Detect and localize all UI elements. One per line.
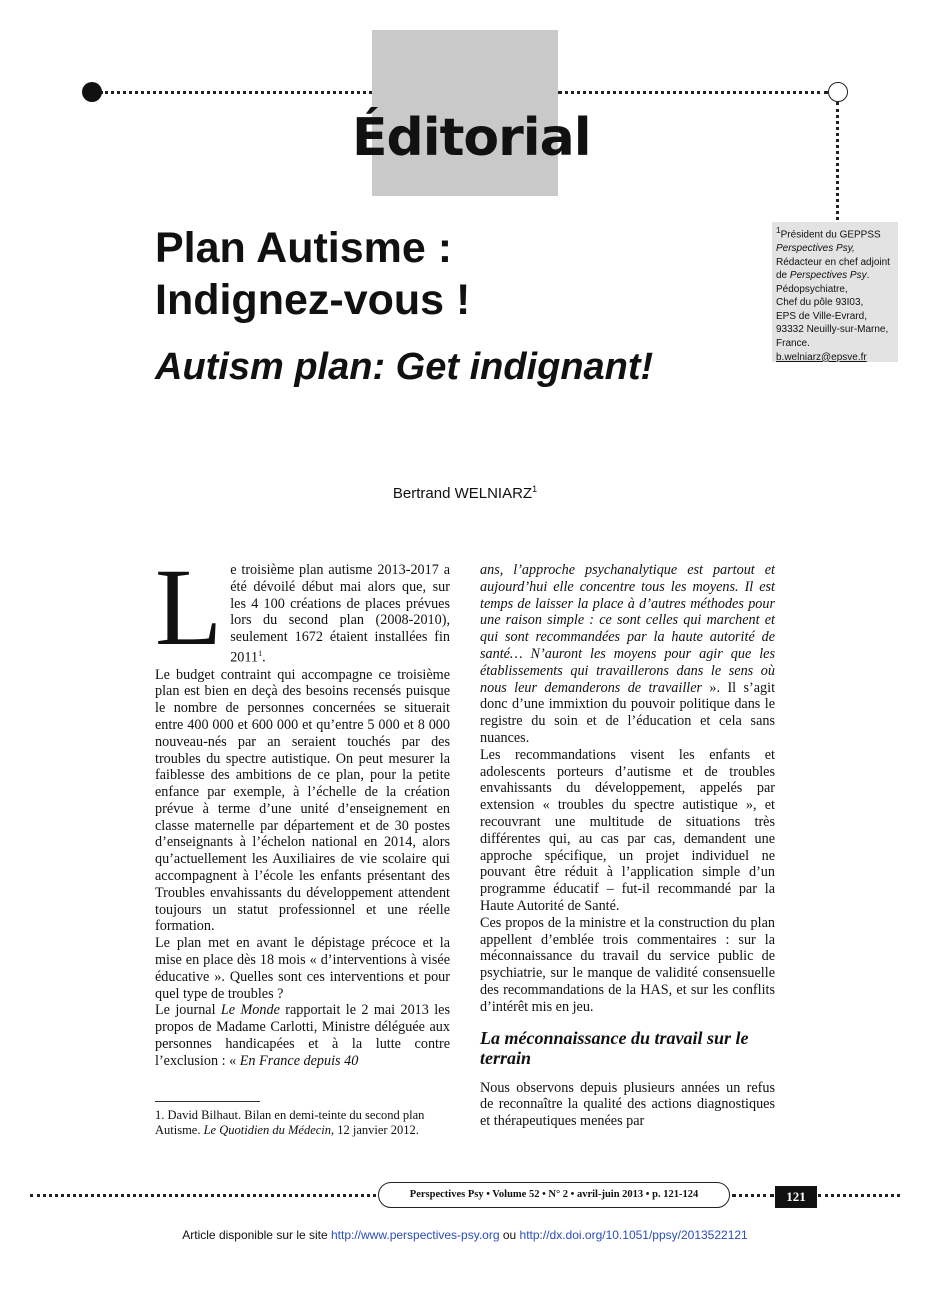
article-title-english: Autism plan: Get indignant!: [155, 346, 654, 388]
title-line-2: Indignez-vous !: [155, 276, 471, 324]
paragraph: [155, 1002, 450, 1069]
footnote-marker: 1: [258, 648, 263, 658]
journal-citation: Perspectives Psy • Volume 52 • N° 2 • avril-juin 2013 • p. 121-124: [378, 1182, 730, 1208]
section-subheading: La méconnaissance du travail sur le terrain: [480, 1027, 749, 1068]
title-line-1: Plan Autisme :: [155, 224, 453, 272]
paragraph: Nous observons depuis plusieurs années un refus de reconnaître la qualité des actions diagnostiques et thérapeutiques menées par: [480, 1079, 775, 1130]
paragraph: Les recommandations visent les enfants et adolescents porteurs d’autisme et de troubles envahissants du développement, appelés par extension « troubles du spectre autistique », et recouvrant une multitude de situations très différentes qui, au cas par cas, demandent une approche spécifique, un projet individuel ne pouvant être réduit à l’application simple d’un programme éducatif – fut-il recommandé par la Haute Autorité de Santé.: [480, 746, 775, 914]
journal-name: Le Monde: [220, 1002, 280, 1019]
quote-text: ans, l’approche psychanalytique est partout et aujourd’hui elle concentre tous les moyens. Il est temps de laisser la place à d’autres méthodes pour une raison simple : ce sont celles qui marchent et qui sont recommandées par la haute autorité de santé… N’auront les moyens pour agir que les établissements qui travaillerons dans le sens où nous leur demanderons de travailler: [480, 562, 775, 696]
journal-name: Perspectives Psy: [789, 270, 867, 282]
author-name: Bertrand WELNIARZ: [392, 485, 533, 502]
footer-dotted-rule-mid: [732, 1194, 774, 1197]
footer-dotted-rule-right: [818, 1194, 900, 1197]
top-dotted-rule-right: [558, 91, 828, 94]
footnote-rule: [155, 1101, 260, 1102]
paragraph-text: e troisième plan autisme 2013-2017 a été dévoilé début mai alors que, sur les 4 100 créations de places prévues lors du second plan (2008-2010), seulement 1672 étaient installées fin 2011: [230, 562, 450, 666]
drop-cap: L: [155, 546, 223, 668]
paragraph: [480, 562, 775, 747]
body-column-left: [155, 546, 450, 1070]
affiliation-marker: 1: [776, 225, 781, 235]
filled-circle-icon: [82, 82, 102, 102]
section-title: Éditorial: [352, 108, 591, 168]
body-column-right: [480, 562, 775, 1130]
author-affiliation-note: [772, 222, 898, 362]
paragraph: Ces propos de la ministre et la construction du plan appellent d’emblée trois commentaires : sur la méconnaissance du travail du service public de psychiatrie, sur le manque de validité consensuelle des recommandations de la HAS, et sur les conflits d’intérêt mis en jeu.: [480, 914, 775, 1015]
availability-text: ou: [499, 1228, 520, 1242]
journal-site-link[interactable]: http://www.perspectives-psy.org: [331, 1228, 500, 1242]
top-dotted-rule-left: [100, 91, 372, 94]
footnote-text: , 12 janvier 2012.: [331, 1123, 419, 1137]
affiliation-line: Rédacteur en chef adjoint: [776, 256, 890, 268]
vertical-dotted-rule: [836, 102, 839, 220]
open-circle-icon: [828, 82, 848, 102]
affiliation-line: Perspectives Psy,: [776, 242, 855, 254]
availability-text: Article disponible sur le site: [182, 1228, 331, 1242]
affiliation-line: de: [776, 270, 790, 282]
author-byline: [0, 484, 930, 502]
paragraph: [155, 546, 450, 668]
paragraph-text: Le journal: [155, 1002, 221, 1019]
article-title-french: [155, 222, 470, 326]
paragraph: Le budget contraint qui accompagne ce troisième plan est bien en deçà des besoins recensés puisque le nombre de personnes concernées se situerait entre 400 000 et 600 000 et qu’entre 5 000 et 8 000 nouveau-nés par an seraient touchés par des troubles du spectre autistique. On peut mesurer la faiblesse des ambitions de ce plan, pour la petite enfance par exemple, à l’échelle de la création prévue à terme d’une unité d’enseignement en classe maternelle par département et de 30 postes d’enseignants à l’échelon national en 2014, alors qu’actuellement les Auxiliaires de vie scolaire qui accompagnent à l’école les enfants présentant des Troubles envahissants du développement attendent toujours un statut professionnel et une réelle formation.: [155, 666, 450, 935]
author-footnote-marker: 1: [532, 484, 538, 494]
affiliation-line: Chef du pôle 93I03,: [776, 297, 864, 309]
paragraph-text: .: [262, 649, 266, 666]
affiliation-line: France.: [776, 338, 810, 350]
author-email-link[interactable]: b.welniarz@epsve.fr: [776, 351, 867, 363]
paragraph-text: ». Il s’agit donc d’une immixtion du pouvoir politique dans le registre du soin et de l’éducation et cela sans nuances.: [480, 679, 776, 746]
footer-dotted-rule-left: [30, 1194, 376, 1197]
affiliation-line: .: [866, 270, 870, 282]
quote-text: En France depuis 40: [239, 1052, 359, 1069]
paragraph: Le plan met en avant le dépistage précoce et la mise en place dès 18 mois « d’interventions à visée éducative ». Quelles sont ces interventions et pour quel type de troubles ?: [155, 935, 450, 1002]
doi-link[interactable]: http://dx.doi.org/10.1051/ppsy/2013522121: [519, 1228, 748, 1242]
affiliation-line: 93332 Neuilly-sur-Marne,: [776, 324, 889, 336]
footnote-text: 1. David Bilhaut. Bilan en demi-teinte du second plan Autisme.: [155, 1108, 425, 1137]
page-number: 121: [775, 1186, 817, 1208]
footnote: [155, 1108, 450, 1138]
paragraph-text: rapportait le 2 mai 2013 les propos de Madame Carlotti, Ministre déléguée aux personnes handicapées et à la lutte contre l’exclusion : «: [155, 1002, 450, 1069]
affiliation-line: Président du GEPPSS: [780, 229, 881, 241]
affiliation-line: EPS de Ville-Evrard,: [776, 310, 867, 322]
journal-name: Le Quotidien du Médecin: [203, 1123, 332, 1137]
availability-note: [0, 1228, 930, 1242]
affiliation-line: Pédopsychiatre,: [776, 283, 848, 295]
